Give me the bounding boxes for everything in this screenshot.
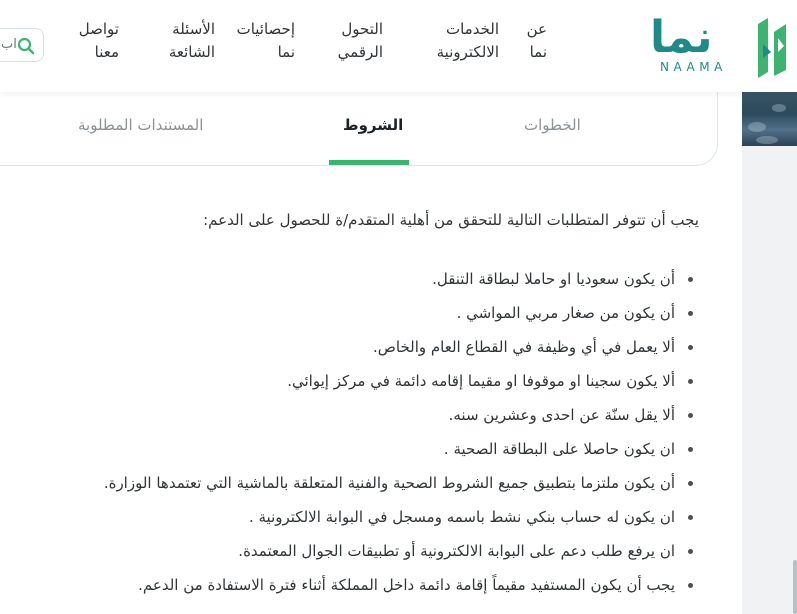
scrollbar-thumb[interactable] [793, 560, 797, 614]
nav-item-label: تواصل [78, 20, 119, 38]
search-icon[interactable] [17, 37, 35, 55]
bullet-icon [688, 277, 693, 282]
bullet-icon [688, 481, 693, 486]
requirement-text: ان يكون حاصلا على البطاقة الصحية . [443, 440, 675, 458]
requirement-text: ان يكون له حساب بنكي نشط باسمه ومسجل في البوابة الالكترونية . [248, 508, 675, 526]
nav-item-label: الالكترونية [436, 43, 499, 61]
requirement-text: أن يكون سعوديا او حاملا لبطاقة التنقل. [432, 270, 675, 288]
list-item [104, 404, 675, 438]
requirement-text: يجب أن يكون المستفيد مقيماً إقامة دائمة داخل المملكة أثناء فترة الاستفادة من الدعم. [138, 576, 675, 594]
side-banner-image [742, 92, 797, 146]
nav-item-digital-transformation[interactable] [338, 18, 383, 64]
nav-item-e-services[interactable] [437, 18, 499, 64]
logo-wordmark-latin: NAAMA [660, 60, 727, 74]
list-item [104, 302, 675, 336]
search-input[interactable] [0, 28, 44, 62]
list-item [104, 574, 675, 608]
nav-item-label: الرقمي [337, 43, 383, 61]
list-item [104, 540, 675, 574]
bullet-icon [688, 583, 693, 588]
requirement-text: ألا يعمل في أي وظيفة في القطاع العام والخاص. [372, 338, 675, 356]
side-panel [742, 92, 797, 614]
search-placeholder: اب [1, 37, 17, 52]
requirement-text: أن يكون من صغار مربي المواشي . [456, 304, 675, 322]
tab-steps[interactable]: الخطوات [524, 116, 581, 134]
nav-item-about[interactable] [527, 18, 547, 64]
list-item [104, 438, 675, 472]
nav-item-label: معنا [94, 43, 119, 61]
nav-item-contact[interactable] [79, 18, 119, 64]
bullet-icon [688, 549, 693, 554]
list-item [104, 472, 675, 506]
conditions-intro: يجب أن تتوفر المتطلبات التالية للتحقق من أهلية المتقدم/ة للحصول على الدعم: [203, 211, 699, 229]
nav-item-faq[interactable] [169, 18, 215, 64]
nav-item-label: الخدمات [445, 20, 499, 38]
requirements-list [104, 268, 675, 608]
nav-item-label: نما [529, 43, 547, 61]
bullet-icon [688, 379, 693, 384]
active-tab-indicator [329, 160, 409, 165]
bullet-icon [688, 311, 693, 316]
nav-item-statistics[interactable] [237, 18, 295, 64]
tab-required-documents[interactable]: المستندات المطلوبة [78, 116, 204, 134]
requirement-text: ألا يكون سجينا او موقوفا او مقيما إقامه دائمة في مركز إيوائي. [287, 372, 675, 390]
requirement-text: أن يكون ملتزما بتطبيق جميع الشروط الصحية والفنية المتعلقة بالماشية التي تعتمدها الوزارة. [103, 474, 675, 492]
tab-conditions[interactable]: الشروط [343, 116, 404, 134]
nav-item-label: عن [526, 20, 547, 38]
bullet-icon [688, 345, 693, 350]
list-item [104, 336, 675, 370]
nav-item-label: إحصائيات [236, 20, 295, 38]
requirement-text: ان يرفع طلب دعم على البوابة الالكترونية أو تطبيقات الجوال المعتمدة. [238, 542, 675, 560]
logo-mark-icon [754, 14, 790, 80]
bullet-icon [688, 447, 693, 452]
bullet-icon [688, 413, 693, 418]
nav-item-label: التحول [341, 20, 383, 38]
site-header [0, 0, 797, 92]
list-item [104, 506, 675, 540]
bullet-icon [688, 515, 693, 520]
naama-logo[interactable] [650, 12, 790, 82]
list-item [104, 370, 675, 404]
logo-wordmark-arabic: نما [650, 12, 713, 63]
list-item [104, 268, 675, 302]
nav-item-label: نما [277, 43, 295, 61]
requirement-text: ألا يقل سنّة عن احدى وعشرين سنه. [448, 406, 675, 424]
nav-item-label: الأسئلة [172, 20, 215, 38]
nav-item-label: الشائعة [168, 43, 215, 61]
